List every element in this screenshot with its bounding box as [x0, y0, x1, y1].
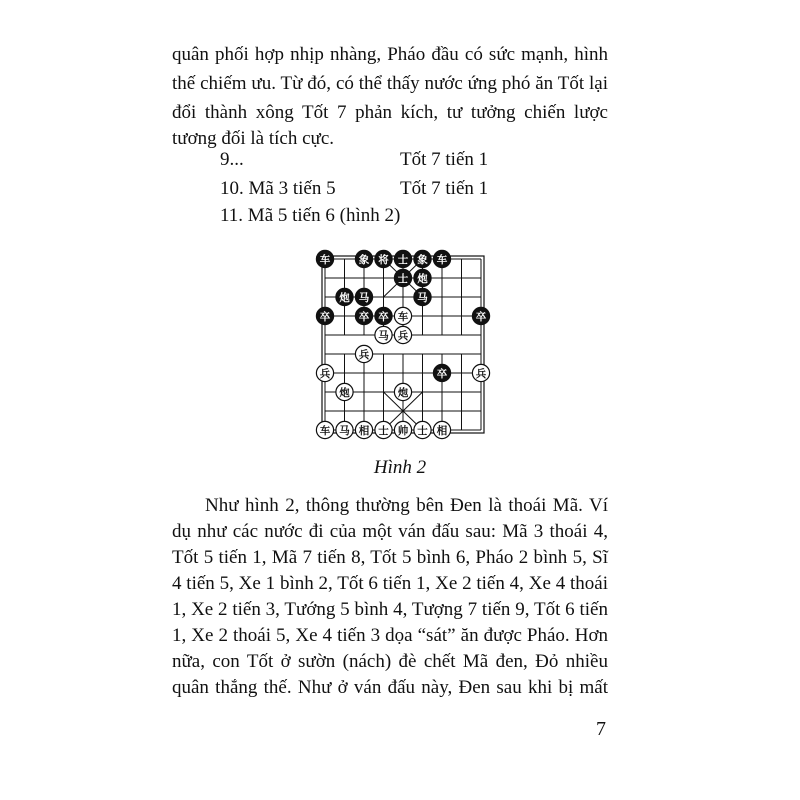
- page-number: 7: [596, 718, 606, 740]
- paragraph1-line-4: tương đối là tích cực.: [172, 128, 335, 149]
- piece-label: 马: [417, 292, 428, 304]
- paragraph2-line-5: 1, Xe 2 tiến 3, Tướng 5 bình 4, Tượng 7 tiến 9, Tốt 6 tiến: [172, 599, 608, 620]
- xiangqi-piece: [414, 250, 431, 267]
- piece-label: 兵: [358, 349, 370, 361]
- paragraph2-line-7: nữa, con Tốt ở sườn (nách) đè chết Mã đen, Đỏ nhiều: [172, 651, 608, 672]
- move-9-red: Tốt 7 tiến 1: [400, 149, 489, 170]
- paragraph1-line-3: đổi thành xông Tốt 7 phản kích, tư tưởng chiến lược: [172, 102, 608, 123]
- xiangqi-piece: [472, 307, 489, 324]
- piece-label: 卒: [436, 368, 448, 380]
- piece-label: 卒: [475, 311, 487, 323]
- piece-label: 车: [319, 425, 331, 437]
- piece-label: 卒: [378, 311, 389, 323]
- xiangqi-piece: [394, 269, 411, 286]
- paragraph2-line-1: Như hình 2, thông thường bên Đen là thoái Mã. Ví: [205, 495, 608, 516]
- piece-label: 兵: [475, 368, 487, 380]
- xiangqi-piece: [394, 250, 411, 267]
- xiangqi-piece: [355, 421, 372, 438]
- xiangqi-piece: [336, 421, 353, 438]
- paragraph2-line-6: 1, Xe 2 thoái 5, Xe 4 tiến 3 dọa “sát” ăn được Pháo. Hơn: [172, 625, 608, 646]
- piece-label: 马: [358, 292, 370, 304]
- piece-label: 士: [397, 254, 409, 266]
- paragraph2-line-2: dụ như các nước đi của một ván đấu sau: Mã 3 thoái 4,: [172, 521, 608, 542]
- piece-label: 相: [436, 425, 448, 437]
- paragraph1-line-2: thế chiếm ưu. Từ đó, có thể thấy nước ứng phó ăn Tốt lại: [172, 73, 608, 94]
- xiangqi-piece: [316, 307, 333, 324]
- piece-label: 象: [358, 254, 370, 266]
- piece-label: 炮: [417, 273, 428, 285]
- piece-label: 车: [397, 311, 409, 323]
- xiangqi-piece: [414, 421, 431, 438]
- piece-label: 象: [417, 254, 428, 266]
- xiangqi-piece: [394, 421, 411, 438]
- piece-label: 车: [436, 254, 448, 266]
- paragraph2-line-8: quân thắng thế. Như ở ván đấu này, Đen sau khi bị mất: [172, 677, 608, 698]
- piece-label: 马: [378, 330, 389, 342]
- xiangqi-piece: [375, 307, 392, 324]
- paragraph2-line-4: 4 tiến 5, Xe 1 bình 2, Tốt 6 tiến 1, Xe 2 tiến 4, Xe 4 thoái: [172, 573, 608, 594]
- xiangqi-piece: [414, 288, 431, 305]
- xiangqi-piece: [316, 250, 333, 267]
- xiangqi-piece: [355, 345, 372, 362]
- piece-label: 炮: [339, 387, 350, 399]
- xiangqi-piece: [316, 421, 333, 438]
- xiangqi-piece: [336, 288, 353, 305]
- paragraph2-line-3: Tốt 5 tiến 1, Mã 7 tiến 8, Tốt 5 bình 6, Pháo 2 bình 5, Sĩ: [172, 547, 608, 568]
- piece-label: 将: [378, 254, 389, 266]
- xiangqi-piece: [394, 307, 411, 324]
- xiangqi-piece: [394, 326, 411, 343]
- move-11-number: 11. Mã 5 tiến 6 (hình 2): [220, 205, 401, 226]
- xiangqi-piece: [336, 383, 353, 400]
- piece-label: 帅: [397, 425, 409, 437]
- piece-label: 卒: [319, 311, 331, 323]
- xiangqi-piece: [394, 383, 411, 400]
- piece-label: 车: [319, 254, 331, 266]
- paragraph1-line-1: quân phối hợp nhịp nhàng, Pháo đầu có sức mạnh, hình: [172, 44, 608, 65]
- piece-label: 马: [339, 425, 350, 437]
- piece-label: 兵: [397, 330, 409, 342]
- move-10-number: 10. Mã 3 tiến 5: [220, 178, 336, 199]
- move-10-red: Tốt 7 tiến 1: [400, 178, 489, 199]
- xiangqi-board-figure: [310, 245, 495, 440]
- piece-label: 相: [358, 425, 370, 437]
- piece-label: 炮: [339, 292, 350, 304]
- xiangqi-piece: [433, 364, 450, 381]
- figure-caption: Hình 2: [373, 457, 427, 478]
- piece-label: 兵: [319, 368, 331, 380]
- xiangqi-piece: [414, 269, 431, 286]
- piece-label: 士: [397, 273, 409, 285]
- piece-label: 士: [378, 425, 389, 437]
- xiangqi-piece: [355, 250, 372, 267]
- xiangqi-piece: [375, 421, 392, 438]
- piece-label: 士: [417, 425, 428, 437]
- xiangqi-piece: [433, 421, 450, 438]
- xiangqi-piece: [316, 364, 333, 381]
- xiangqi-piece: [355, 307, 372, 324]
- xiangqi-piece: [433, 250, 450, 267]
- piece-label: 炮: [397, 387, 409, 399]
- piece-label: 卒: [358, 311, 370, 323]
- xiangqi-piece: [355, 288, 372, 305]
- xiangqi-piece: [375, 326, 392, 343]
- move-9-number: 9...: [220, 149, 244, 170]
- xiangqi-piece: [472, 364, 489, 381]
- xiangqi-piece: [375, 250, 392, 267]
